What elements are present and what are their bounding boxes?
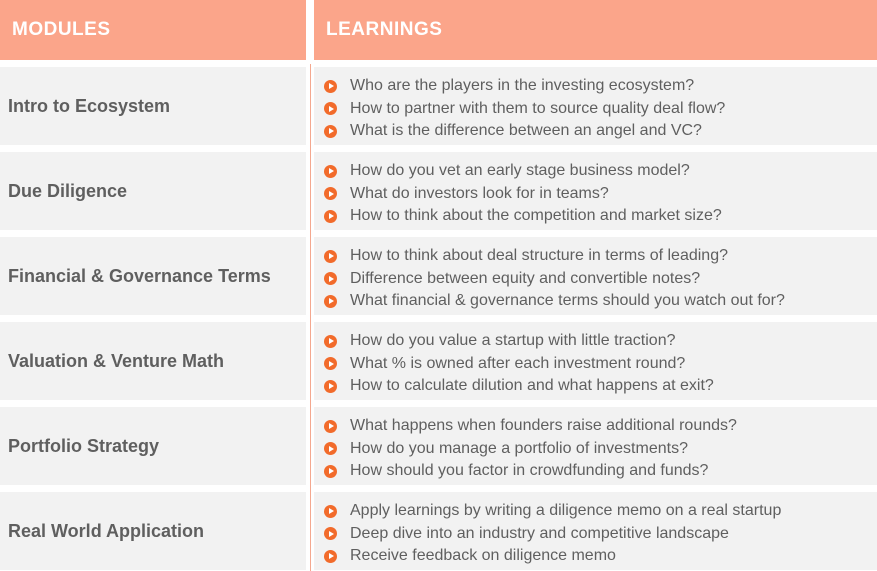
play-bullet-icon bbox=[324, 80, 337, 93]
learning-text: Receive feedback on diligence memo bbox=[350, 547, 616, 565]
play-bullet-icon bbox=[324, 210, 337, 223]
list-item bbox=[324, 245, 877, 268]
list-item bbox=[324, 415, 877, 438]
play-bullet-icon bbox=[324, 102, 337, 115]
learnings-header-label: LEARNINGS bbox=[326, 19, 443, 40]
list-item bbox=[324, 120, 877, 143]
learnings-cell bbox=[314, 67, 877, 145]
module-cell bbox=[0, 492, 306, 570]
learning-text: How do you manage a portfolio of investments? bbox=[350, 439, 688, 457]
learning-text: How to think about the competition and market size? bbox=[350, 207, 722, 225]
learning-text: How to partner with them to source quality deal flow? bbox=[350, 99, 726, 117]
module-cell bbox=[0, 407, 306, 485]
modules-header-label: MODULES bbox=[12, 19, 111, 40]
list-item bbox=[324, 183, 877, 206]
module-name: Real World Application bbox=[8, 520, 205, 541]
learning-text: How do you vet an early stage business model? bbox=[350, 162, 690, 180]
play-bullet-icon bbox=[324, 505, 337, 518]
play-bullet-icon bbox=[324, 250, 337, 263]
learning-text: What happens when founders raise additional rounds? bbox=[350, 417, 737, 435]
play-bullet-icon bbox=[324, 420, 337, 433]
learnings-cell bbox=[314, 492, 877, 570]
module-cell bbox=[0, 322, 306, 400]
play-bullet-icon bbox=[324, 125, 337, 138]
learning-text: What financial & governance terms should you watch out for? bbox=[350, 292, 785, 310]
play-bullet-icon bbox=[324, 357, 337, 370]
list-item bbox=[324, 545, 877, 568]
play-bullet-icon bbox=[324, 187, 337, 200]
learning-text: Difference between equity and convertible notes? bbox=[350, 269, 701, 287]
play-bullet-icon bbox=[324, 335, 337, 348]
list-item bbox=[324, 353, 877, 376]
learning-text: Who are the players in the investing ecosystem? bbox=[350, 77, 695, 95]
list-item bbox=[324, 290, 877, 313]
learning-text: What % is owned after each investment round? bbox=[350, 354, 686, 372]
list-item bbox=[324, 160, 877, 183]
play-bullet-icon bbox=[324, 272, 337, 285]
module-cell bbox=[0, 67, 306, 145]
learnings-cell bbox=[314, 322, 877, 400]
module-cell bbox=[0, 152, 306, 230]
learning-text: Apply learnings by writing a diligence memo on a real startup bbox=[350, 502, 782, 520]
play-bullet-icon bbox=[324, 465, 337, 478]
list-item bbox=[324, 523, 877, 546]
list-item bbox=[324, 438, 877, 461]
list-item bbox=[324, 268, 877, 291]
learning-text: How should you factor in crowdfunding and funds? bbox=[350, 462, 709, 480]
learning-text: Deep dive into an industry and competitive landscape bbox=[350, 524, 729, 542]
play-bullet-icon bbox=[324, 165, 337, 178]
list-item bbox=[324, 330, 877, 353]
module-name: Portfolio Strategy bbox=[8, 435, 160, 456]
play-bullet-icon bbox=[324, 380, 337, 393]
module-name: Valuation & Venture Math bbox=[8, 350, 225, 371]
module-cell bbox=[0, 237, 306, 315]
list-item bbox=[324, 98, 877, 121]
list-item bbox=[324, 500, 877, 523]
list-item bbox=[324, 75, 877, 98]
learning-text: What do investors look for in teams? bbox=[350, 184, 609, 202]
list-item bbox=[324, 375, 877, 398]
learnings-header bbox=[314, 0, 877, 60]
column-divider bbox=[310, 64, 311, 571]
learning-text: How do you value a startup with little traction? bbox=[350, 332, 676, 350]
module-name: Due Diligence bbox=[8, 180, 128, 201]
learning-text: How to think about deal structure in terms of leading? bbox=[350, 247, 728, 265]
list-item bbox=[324, 460, 877, 483]
learnings-cell bbox=[314, 152, 877, 230]
module-name: Financial & Governance Terms bbox=[8, 265, 271, 286]
learnings-cell bbox=[314, 407, 877, 485]
learning-text: What is the difference between an angel and VC? bbox=[350, 122, 702, 140]
learnings-cell bbox=[314, 237, 877, 315]
play-bullet-icon bbox=[324, 442, 337, 455]
modules-header bbox=[0, 0, 306, 60]
list-item bbox=[324, 205, 877, 228]
play-bullet-icon bbox=[324, 295, 337, 308]
play-bullet-icon bbox=[324, 527, 337, 540]
learning-text: How to calculate dilution and what happens at exit? bbox=[350, 377, 714, 395]
module-name: Intro to Ecosystem bbox=[8, 95, 171, 116]
play-bullet-icon bbox=[324, 550, 337, 563]
